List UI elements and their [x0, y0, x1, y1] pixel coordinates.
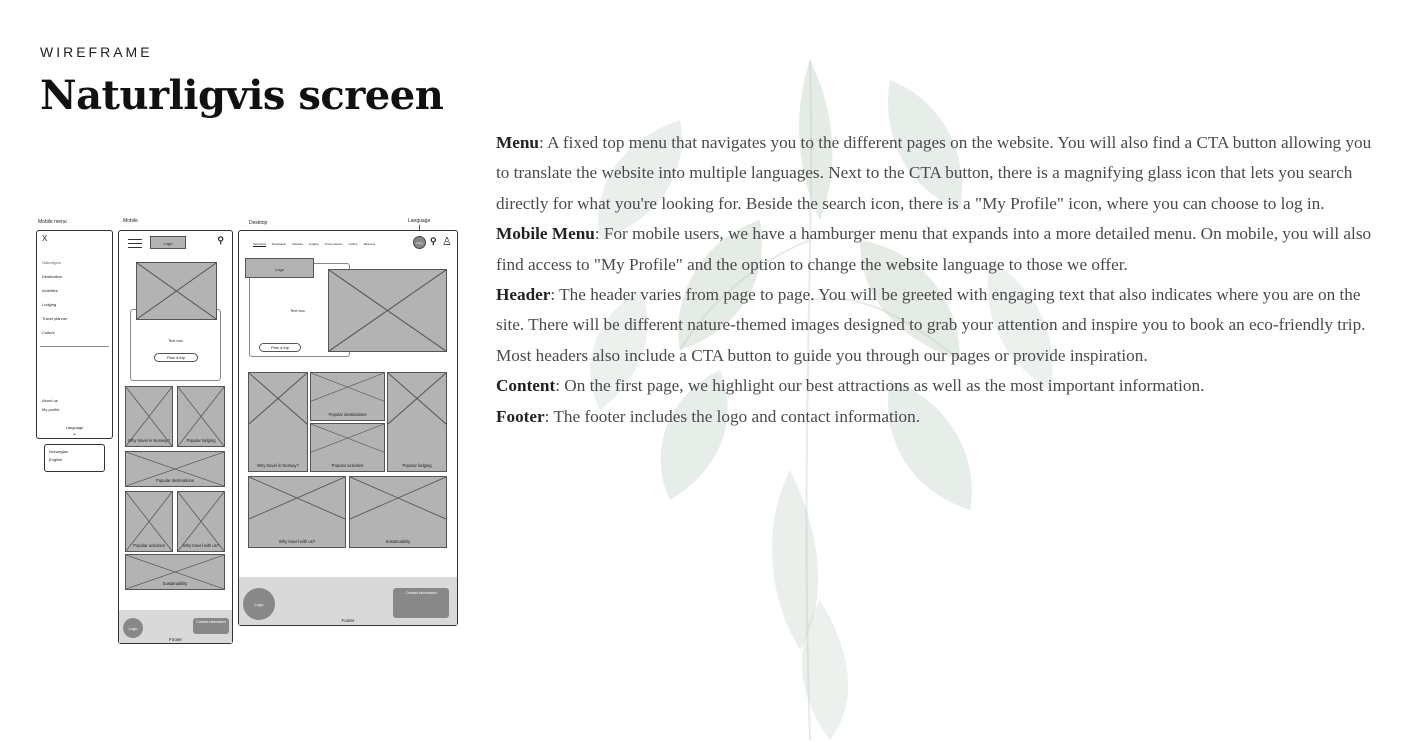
language-annotation: Language: [408, 218, 431, 224]
footer-logo-text: Logo: [254, 602, 264, 607]
card-image[interactable]: [177, 386, 225, 447]
card-caption: Why travel with us?: [278, 539, 316, 544]
hero-text: Text box: [168, 338, 183, 343]
contact-info-text: Contact information: [196, 620, 226, 624]
menu-item[interactable]: Naturligvis: [42, 260, 61, 265]
plan-trip-button[interactable]: Plan a trip: [154, 353, 198, 362]
desktop-nav: [253, 242, 375, 246]
mobile-footer: [119, 610, 232, 643]
search-icon[interactable]: ⚲: [430, 236, 437, 246]
card-image[interactable]: [349, 476, 447, 548]
section-footer: [496, 402, 1376, 432]
card-image[interactable]: [310, 423, 385, 472]
footer-logo[interactable]: [243, 588, 275, 620]
wireframe-label: Desktop: [249, 220, 268, 226]
hamburger-icon[interactable]: [128, 237, 142, 248]
card-caption: Why travel in Norway?: [257, 463, 299, 468]
card-caption: Popular activities: [331, 463, 364, 468]
nav-item[interactable]: Welcome: [363, 242, 376, 246]
nav-item[interactable]: Travel planner: [324, 242, 343, 246]
mobile-wireframe: [118, 216, 236, 646]
menu-item[interactable]: Lodging: [42, 302, 57, 307]
profile-icon[interactable]: ♙: [442, 236, 452, 248]
nav-item[interactable]: Lodging: [308, 242, 319, 246]
language-dropdown[interactable]: [44, 444, 105, 472]
chevron-down-icon[interactable]: ⌄: [71, 431, 78, 437]
nav-item[interactable]: Destination: [272, 242, 287, 246]
section-term: Menu: [496, 133, 539, 152]
menu-item[interactable]: Destination: [42, 274, 63, 279]
language-option[interactable]: Norwegian: [49, 449, 69, 454]
card-image[interactable]: [248, 372, 308, 472]
eyebrow-label: WIREFRAME: [40, 44, 153, 60]
contact-info-text: Contact information: [405, 591, 437, 595]
language-button-text: Lang: [416, 241, 423, 245]
close-icon[interactable]: X: [42, 234, 48, 243]
language-option[interactable]: English: [49, 457, 63, 462]
card-image[interactable]: [125, 554, 225, 590]
contact-info-box[interactable]: [393, 588, 449, 618]
section-term: Content: [496, 376, 556, 396]
profile-link[interactable]: My profile: [42, 407, 60, 412]
nav-item[interactable]: Culture: [348, 242, 358, 246]
footer-label: Footer: [168, 637, 182, 642]
menu-item[interactable]: Activities: [42, 288, 58, 293]
section-body: : The footer includes the logo and contact information.: [544, 406, 920, 426]
section-mobile-menu: [496, 219, 1376, 280]
card-caption: Popular destinations: [156, 478, 194, 483]
section-header: [496, 280, 1376, 371]
hero-text: Text box: [290, 308, 305, 313]
card-caption: Why travel in Norway?: [128, 438, 170, 443]
section-body: : For mobile users, we have a hamburger menu that expands into a more detailed menu. On mobile, you will also find access to "My Profile" and the option to change the website language to those we offer.: [496, 224, 1372, 274]
section-menu: [496, 128, 1376, 219]
card-image[interactable]: [248, 476, 346, 548]
card-caption: Why travel with us?: [182, 543, 220, 548]
language-button[interactable]: [413, 236, 426, 249]
about-link[interactable]: About us: [42, 398, 58, 403]
section-term: Footer: [496, 406, 545, 426]
logo-text: Logo: [163, 241, 173, 246]
card-caption: Popular lodging: [186, 438, 216, 443]
card-caption: Popular destinations: [328, 412, 367, 417]
footer-logo[interactable]: [123, 618, 143, 638]
desktop-footer: [239, 577, 457, 625]
mobile-frame: [118, 230, 233, 644]
section-content: [496, 371, 1376, 401]
section-body: : On the first page, we highlight our best attractions as well as the most important information.: [555, 376, 1205, 396]
hero-image: [136, 262, 217, 320]
footer-label: Footer: [341, 618, 355, 623]
desktop-wireframe: [238, 216, 460, 628]
wireframe-label: Mobile: [123, 218, 138, 224]
card-caption: Popular lodging: [402, 463, 432, 468]
description-text: [496, 128, 1376, 432]
search-icon[interactable]: ⚲: [217, 235, 224, 245]
card-image[interactable]: [387, 372, 447, 472]
mobile-menu-frame: [36, 230, 113, 439]
mobile-menu-wireframe: [36, 216, 116, 476]
card-image[interactable]: [125, 386, 173, 447]
wireframe-label: Mobile menu: [38, 219, 67, 225]
card-image[interactable]: [310, 372, 385, 421]
contact-info-box[interactable]: [193, 618, 229, 634]
section-body: : A fixed top menu that navigates you to the different pages on the website. You will also find a CTA button allowing you to translate the website into multiple languages. Next to the CTA button, there is a magnifying glass icon that lets you search directly for what you're looking for. Beside the search icon, there is a "My Profile" icon, where you can choose to log in.: [496, 133, 1372, 213]
logo-placeholder[interactable]: [150, 236, 186, 249]
section-term: Header: [496, 285, 551, 305]
menu-item[interactable]: Culture: [42, 330, 55, 335]
card-image[interactable]: [125, 491, 173, 552]
card-caption: Sustainability: [162, 581, 188, 586]
section-term: Mobile Menu: [496, 224, 595, 244]
section-body: : The header varies from page to page. You will be greeted with engaging text that also indicates where you are on the site. There will be different nature-themed images designed to grab your attention and inspire you to book an eco-friendly trip. Most headers also include a CTA button to guide you through our pages or provide inspiration.: [496, 285, 1366, 365]
desktop-frame: [238, 230, 458, 626]
hero-image: [328, 269, 447, 352]
language-label[interactable]: Language: [65, 425, 84, 430]
footer-logo-text: Logo: [128, 626, 138, 631]
card-caption: Sustainability: [385, 539, 411, 544]
nav-item[interactable]: Naturligvis: [253, 242, 267, 246]
card-caption: Popular activities: [133, 543, 165, 548]
menu-item[interactable]: Travel planner: [42, 316, 68, 321]
card-image[interactable]: [177, 491, 225, 552]
logo-text: Logo: [275, 267, 284, 272]
card-image[interactable]: [125, 451, 225, 487]
logo-placeholder[interactable]: [245, 258, 314, 278]
plan-trip-button[interactable]: Plan a trip: [259, 343, 301, 352]
nav-item[interactable]: activities: [292, 242, 303, 246]
menu-divider: [40, 346, 109, 347]
page-title: Naturligvis screen: [40, 72, 444, 119]
